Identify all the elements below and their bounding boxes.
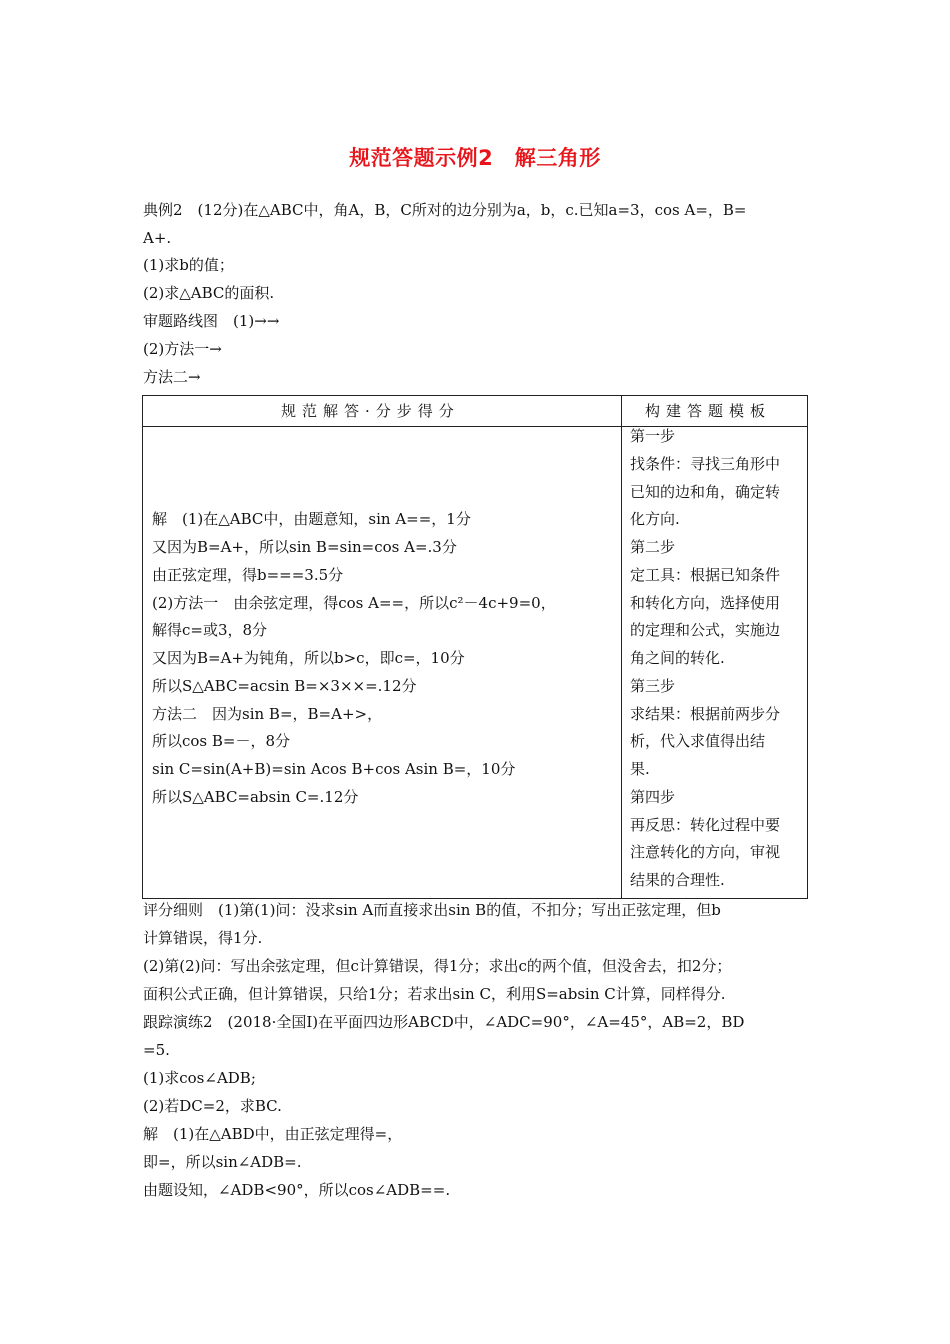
- problem-statement-line-2: A+.: [143, 229, 172, 247]
- template-line: 第三步: [630, 677, 676, 695]
- template-line: 的定理和公式，实施边: [630, 621, 781, 639]
- table-header-divider: [143, 426, 807, 427]
- template-line: 第一步: [630, 427, 676, 445]
- table-header-template: 构建答题模板: [645, 402, 772, 420]
- solution-table: [142, 395, 808, 899]
- template-line: 果.: [630, 760, 650, 778]
- footer-line: =5.: [143, 1041, 170, 1059]
- problem-statement-line-1: 典例2 (12分)在△ABC中，角A，B，C所对的边分别为a，b，c.已知a=3，cos A=，B=: [143, 201, 747, 219]
- template-line: 和转化方向，选择使用: [630, 594, 781, 612]
- question-1: (1)求b的值；: [143, 256, 234, 274]
- template-line: 第四步: [630, 788, 676, 806]
- question-2: (2)求△ABC的面积.: [143, 284, 275, 302]
- page-title: 规范答题示例2 解三角形: [349, 146, 601, 170]
- solution-line: 又因为B=A+，所以sin B=sin=cos A=.3分: [152, 538, 457, 556]
- footer-line: 计算错误，得1分.: [143, 929, 263, 947]
- route-map-line-1: 审题路线图 (1)→→: [143, 312, 280, 330]
- template-line: 化方向.: [630, 510, 680, 528]
- solution-line: 又因为B=A+为钝角，所以b>c，即c=，10分: [152, 649, 465, 667]
- solution-line: 解得c=或3，8分: [152, 621, 268, 639]
- solution-line: 所以S△ABC=absin C=.12分: [152, 788, 359, 806]
- route-map-line-2: (2)方法一→: [143, 340, 222, 358]
- footer-line: (2)若DC=2，求BC.: [143, 1097, 282, 1115]
- template-line: 结果的合理性.: [630, 871, 725, 889]
- footer-line: 由题设知，∠ADB<90°，所以cos∠ADB==.: [143, 1181, 451, 1199]
- table-column-divider: [621, 396, 622, 898]
- route-map-line-3: 方法二→: [143, 368, 201, 386]
- footer-line: 评分细则 (1)第(1)问：没求sin A而直接求出sin B的值，不扣分；写出正弦定理，但b: [143, 901, 721, 919]
- template-line: 已知的边和角，确定转: [630, 483, 781, 501]
- solution-line: 所以S△ABC=acsin B=×3××=.12分: [152, 677, 417, 695]
- solution-line: 解 (1)在△ABC中，由题意知，sin A==，1分: [152, 510, 471, 528]
- footer-line: 跟踪演练2 (2018·全国Ⅰ)在平面四边形ABCD中，∠ADC=90°，∠A=45°，AB=2，BD: [143, 1013, 745, 1031]
- template-line: 再反思：转化过程中要: [630, 816, 781, 834]
- solution-line: 所以cos B=－，8分: [152, 732, 291, 750]
- footer-line: 即=，所以sin∠ADB=.: [143, 1153, 302, 1171]
- template-line: 析，代入求值得出结: [630, 732, 766, 750]
- footer-line: 面积公式正确，但计算错误，只给1分；若求出sin C，利用S=absin C计算，同样得分.: [143, 985, 726, 1003]
- solution-line: (2)方法一 由余弦定理，得cos A==，所以c²－4c+9=0，: [152, 594, 556, 612]
- template-line: 第二步: [630, 538, 676, 556]
- template-line: 角之间的转化.: [630, 649, 725, 667]
- solution-line: sin C=sin(A+B)=sin Acos B+cos Asin B=，10分: [152, 760, 516, 778]
- footer-line: (1)求cos∠ADB;: [143, 1069, 256, 1087]
- footer-line: 解 (1)在△ABD中，由正弦定理得=，: [143, 1125, 403, 1143]
- template-line: 找条件：寻找三角形中: [630, 455, 781, 473]
- template-line: 注意转化的方向，审视: [630, 843, 781, 861]
- solution-line: 由正弦定理，得b===3.5分: [152, 566, 344, 584]
- footer-line: (2)第(2)问：写出余弦定理，但c计算错误，得1分；求出c的两个值，但没舍去，扣2分；: [143, 957, 732, 975]
- template-line: 求结果：根据前两步分: [630, 705, 781, 723]
- template-line: 定工具：根据已知条件: [630, 566, 781, 584]
- table-header-solution: 规范解答·分步得分: [281, 402, 460, 420]
- solution-line: 方法二 因为sin B=，B=A+>，: [152, 705, 383, 723]
